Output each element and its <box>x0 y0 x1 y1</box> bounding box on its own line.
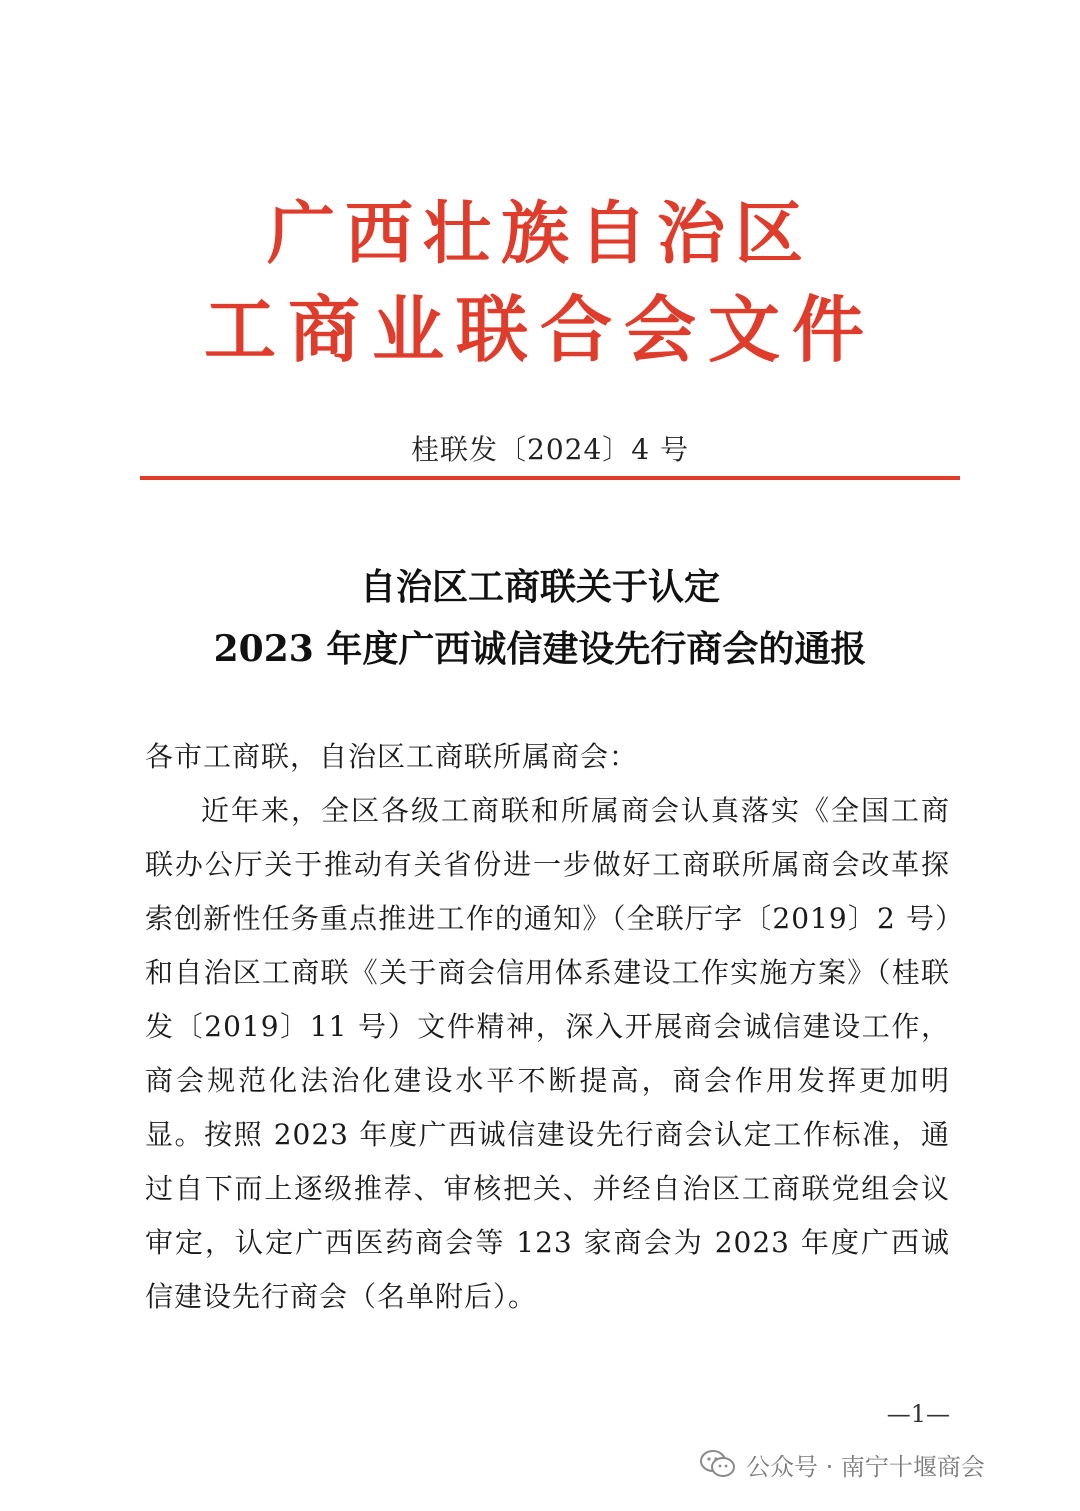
red-divider <box>140 476 960 480</box>
issuer-name-line1: 广西壮族自治区 <box>266 194 813 274</box>
issuer-name-line2: 工商业联合会文件 <box>203 287 876 372</box>
title-line2: 2023 年度广西诚信建设先行商会的通报 <box>213 628 867 670</box>
body-paragraph: 近年来，全区各级工商联和所属商会认真落实《全国工商联办公厅关于推动有关省份进一步做好工商联所属商会改革探索创新性任务重点推进工作的通知》（全联厅字〔2019〕2 号）和自治区工商联《关于商会信用体系建设工作实施方案》（桂联发〔2019〕11 号）文件精神，深入开展商会诚信建设工作，商会规范化法治化建设水平不断提高，商会作用发挥更加明显。按照 2023 年度广西诚信建设先行商会认定工作标准，通过自下而上逐级推荐、审核把关、并经自治区工商联党组会议审定，认定广西医药商会等 123 家商会为 2023 年度广西诚信建设先行商会（名单附后）。 <box>145 794 950 1313</box>
wechat-icon <box>700 1449 736 1479</box>
salutation: 各市工商联，自治区工商联所属商会： <box>145 740 639 773</box>
watermark <box>700 1444 985 1484</box>
title-line1: 自治区工商联关于认定 <box>359 566 720 608</box>
watermark-text: 公众号 · 南宁十堰商会 <box>746 1452 985 1481</box>
document-number: 桂联发〔2024〕4 号 <box>411 433 689 466</box>
document-body <box>145 730 950 1324</box>
page-number: —1— <box>886 1400 950 1428</box>
document-title <box>0 556 1080 680</box>
